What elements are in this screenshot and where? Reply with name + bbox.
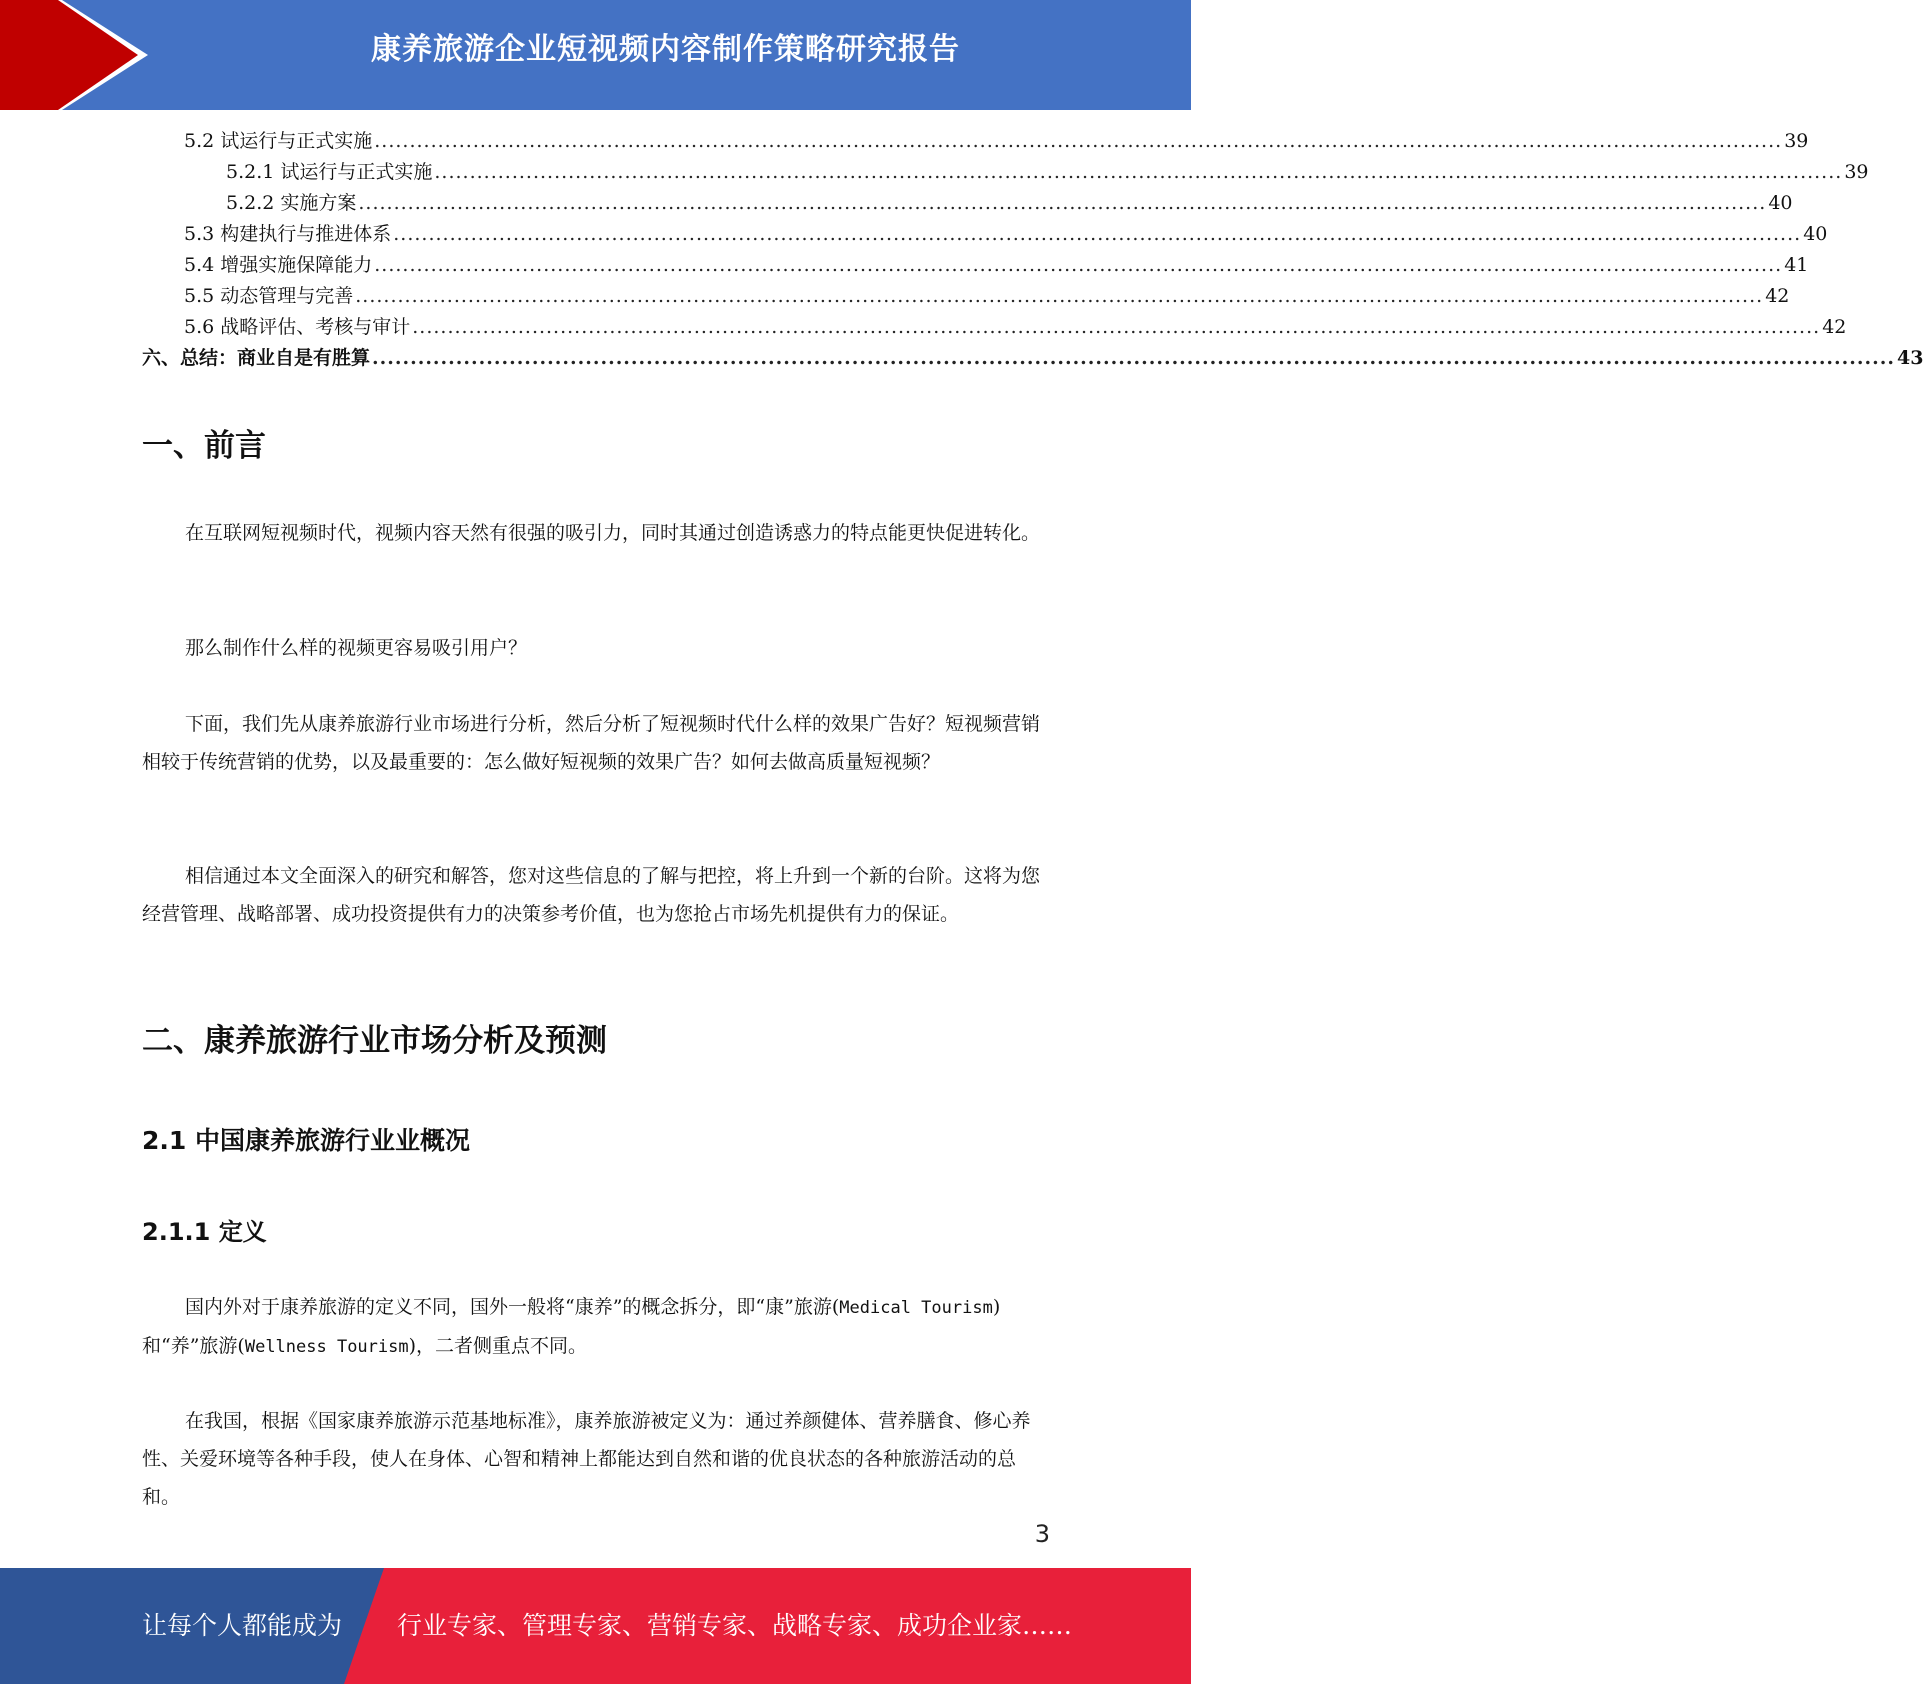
text-run: )和“养”旅游( xyxy=(142,1296,1001,1357)
toc-entry-label: 5.6 战略评估、考核与审计 xyxy=(184,316,411,338)
header-arrow-graphic xyxy=(0,0,160,110)
term-english: Wellness Tourism xyxy=(244,1337,409,1357)
toc-leader-dots: ........................................................................................................................................................................................................ xyxy=(374,254,1783,276)
section-heading-market-analysis: 二、康养旅游行业市场分析及预测 xyxy=(142,1023,607,1059)
paragraph: 在互联网短视频时代，视频内容天然有很强的吸引力，同时其通过创造诱惑力的特点能更快促进转化。 xyxy=(185,522,1041,544)
toc-entry[interactable] xyxy=(184,126,1809,157)
toc-entry[interactable] xyxy=(226,157,1869,188)
footer-slogan-left: 让每个人都能成为 xyxy=(142,1611,343,1640)
toc-entry-page: 41 xyxy=(1784,254,1809,276)
paragraph: 相信通过本文全面深入的研究和解答，您对这些信息的了解与把控，将上升到一个新的台阶。这将为您经营管理、战略部署、成功投资提供有力的决策参考价值，也为您抢占市场先机提供有力的保证。 xyxy=(142,865,1041,925)
toc-leader-dots: ........................................................................................................................................................................................................ xyxy=(434,161,1843,183)
toc-entry[interactable] xyxy=(184,250,1809,281)
toc-entry-label: 5.2.2 实施方案 xyxy=(226,192,357,214)
definition-paragraph xyxy=(142,1288,1048,1366)
toc-leader-dots: ........................................................................................................................................................................................................ xyxy=(393,223,1802,245)
toc-entry-page: 39 xyxy=(1784,130,1809,152)
section-heading-preface: 一、前言 xyxy=(142,428,266,464)
toc-entry[interactable] xyxy=(142,343,1923,374)
toc-entry[interactable] xyxy=(226,188,1793,219)
toc-entry-label: 5.4 增强实施保障能力 xyxy=(184,254,373,276)
toc-entry-label: 六、总结：商业自是有胜算 xyxy=(142,347,371,369)
toc-entry-page: 40 xyxy=(1768,192,1793,214)
toc-entry-page: 43 xyxy=(1896,347,1923,369)
toc-entry-label: 5.2.1 试运行与正式实施 xyxy=(226,161,433,183)
page-footer xyxy=(0,1568,1191,1684)
toc-entry[interactable] xyxy=(184,312,1847,343)
toc-entry[interactable] xyxy=(184,281,1790,312)
toc-entry-page: 42 xyxy=(1822,316,1847,338)
page-number: 3 xyxy=(1034,1520,1050,1548)
toc-leader-dots: ........................................................................................................................................................................................................ xyxy=(355,285,1764,307)
term-english: Medical Tourism xyxy=(839,1298,993,1318)
text-run: )，二者侧重点不同。 xyxy=(408,1335,588,1357)
toc-leader-dots: ........................................................................................................................................................................................................ xyxy=(372,347,1895,369)
toc-entry-label: 5.5 动态管理与完善 xyxy=(184,285,354,307)
toc-entry-page: 39 xyxy=(1844,161,1869,183)
toc-leader-dots: ........................................................................................................................................................................................................ xyxy=(358,192,1767,214)
paragraph: 那么制作什么样的视频更容易吸引用户？ xyxy=(185,637,528,659)
page-header xyxy=(0,0,1191,110)
footer-slogan-right: 行业专家、管理专家、营销专家、战略专家、成功企业家…… xyxy=(397,1611,1073,1640)
toc-entry-label: 5.2 试运行与正式实施 xyxy=(184,130,373,152)
toc-entry-page: 40 xyxy=(1803,223,1828,245)
subsection-heading: 2.1 中国康养旅游行业业概况 xyxy=(142,1126,470,1155)
toc-entry[interactable] xyxy=(184,219,1828,250)
paragraph: 下面，我们先从康养旅游行业市场进行分析，然后分析了短视频时代什么样的效果广告好？短视频营销相较于传统营销的优势，以及最重要的：怎么做好短视频的效果广告？如何去做高质量短视频？ xyxy=(142,713,1041,773)
subsubsection-heading: 2.1.1 定义 xyxy=(142,1218,267,1246)
toc-leader-dots: ........................................................................................................................................................................................................ xyxy=(374,130,1783,152)
toc-entry-page: 42 xyxy=(1765,285,1790,307)
toc-entry-label: 5.3 构建执行与推进体系 xyxy=(184,223,392,245)
toc-leader-dots: ........................................................................................................................................................................................................ xyxy=(412,316,1821,338)
paragraph: 在我国，根据《国家康养旅游示范基地标准》，康养旅游被定义为：通过养颜健体、营养膳食、修心养性、关爱环境等各种手段，使人在身体、心智和精神上都能达到自然和谐的优良状态的各种旅游活动的总和。 xyxy=(142,1410,1031,1508)
report-title: 康养旅游企业短视频内容制作策略研究报告 xyxy=(371,32,960,67)
text-run: 国内外对于康养旅游的定义不同，国外一般将“康养”的概念拆分，即“康”旅游( xyxy=(185,1296,840,1318)
